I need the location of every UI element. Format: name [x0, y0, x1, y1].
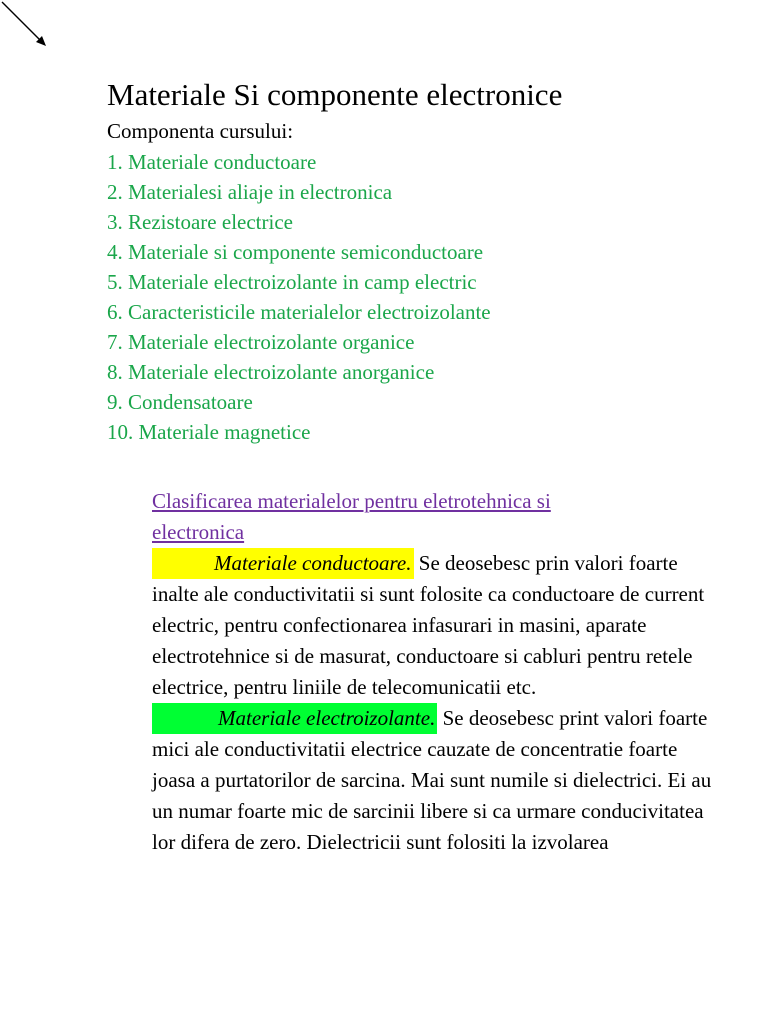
- list-item: 7. Materiale electroizolante organice: [107, 330, 415, 354]
- list-item: 8. Materiale electroizolante anorganice: [107, 360, 435, 384]
- page-title: Materiale Si componente electronice: [107, 77, 563, 112]
- insulators-term: Materiale electroizolante.: [152, 703, 437, 734]
- course-contents-list: [107, 147, 491, 447]
- course-subtitle: Componenta cursului:: [107, 119, 294, 143]
- list-item: 3. Rezistoare electrice: [107, 210, 293, 234]
- list-item: 1. Materiale conductoare: [107, 150, 317, 174]
- insulators-text: Se deosebesc print valori foarte mici ale conductivitatii electrice cauzate de concentratie foarte joasa a purtatorilor de sarcina. Mai sunt numile si dielectrici. Ei au un numar foarte mic de sarcinii libere si ca urmare conducivitatea lor difera de zero. Dielectricii sunt folositi la izvolarea: [152, 706, 712, 854]
- classification-section: [152, 486, 722, 858]
- list-item: 10. Materiale magnetice: [107, 420, 311, 444]
- insulators-paragraph: [152, 703, 722, 858]
- arrow-icon: [0, 0, 60, 60]
- conductors-term: Materiale conductoare.: [152, 548, 414, 579]
- list-item: 6. Caracteristicile materialelor electroizolante: [107, 300, 491, 324]
- conductors-text: Se deosebesc prin valori foarte inalte ale conductivitatii si sunt folosite ca conductoare de current electric, pentru confectionarea infasurari in masini, aparate electrotehnice si de masurat, conductoare si cabluri pentru retele electrice, pentru liniile de telecomunicatii etc.: [152, 551, 705, 699]
- classification-heading-link[interactable]: [152, 486, 722, 548]
- heading-line-2: electronica: [152, 520, 245, 544]
- heading-line-1: Clasificarea materialelor pentru eletrotehnica si: [152, 489, 551, 513]
- conductors-paragraph: [152, 548, 722, 703]
- list-item: 9. Condensatoare: [107, 390, 253, 414]
- list-item: 2. Materialesi aliaje in electronica: [107, 180, 393, 204]
- list-item: 4. Materiale si componente semiconductoare: [107, 240, 484, 264]
- list-item: 5. Materiale electroizolante in camp electric: [107, 270, 477, 294]
